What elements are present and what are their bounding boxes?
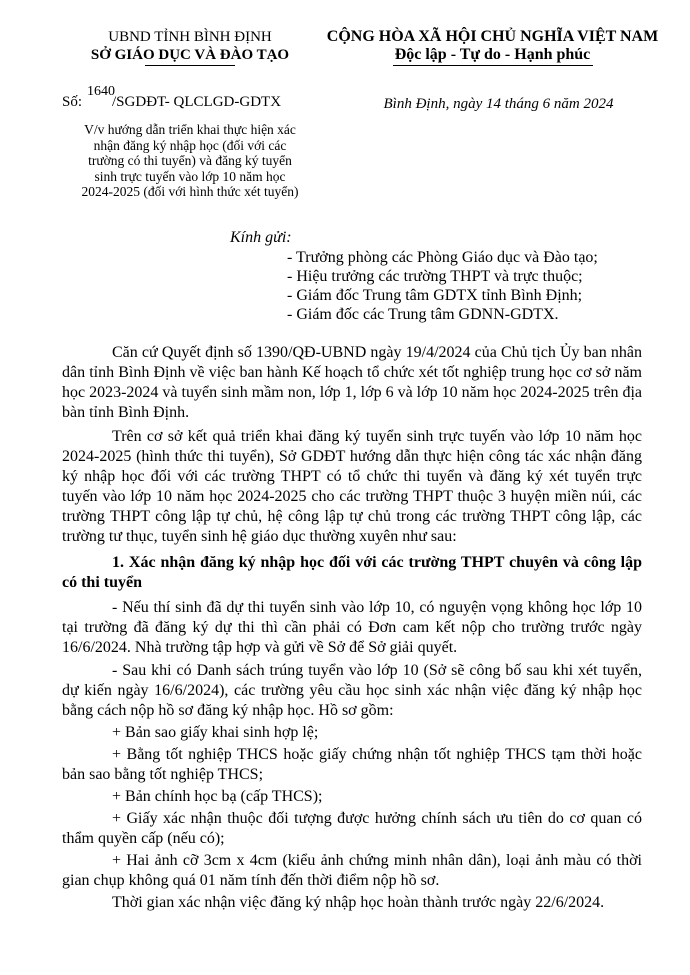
recipient-item: - Giám đốc Trung tâm GDTX tỉnh Bình Định; bbox=[287, 287, 583, 304]
document-number-line bbox=[62, 94, 281, 111]
list-item: + Bằng tốt nghiệp THCS hoặc giấy chứng nhận tốt nghiệp THCS tạm thời hoặc bản sao bằng tốt nghiệp THCS; bbox=[62, 746, 642, 783]
subject-summary bbox=[70, 122, 310, 200]
recipients-heading: Kính gửi: bbox=[230, 229, 292, 246]
body-paragraph: Trên cơ sở kết quả triển khai đăng ký tuyển sinh trực tuyến vào lớp 10 năm học 2024-2025 (hình thức thi tuyển), Sở GDĐT hướng dẫn thực hiện công tác xác nhận đăng ký nhập học đối với các trường THPT có tổ chức thi tuyển và đăng ký xét tuyển trực tuyến vào lớp 10 năm học 2024-2025 cho các trường THPT thuộc 3 huyện miền núi, các trường THPT công lập tự chủ, hệ công lập tự chủ trong các trường THPT công lập, các trường tư thục, tuyển sinh hệ giáo dục thường xuyên như sau: bbox=[62, 428, 642, 545]
list-item: + Bản chính học bạ (cấp THCS); bbox=[112, 788, 323, 805]
country-name: CỘNG HÒA XÃ HỘI CHỦ NGHĨA VIỆT NAM bbox=[326, 28, 659, 45]
body-paragraph: - Sau khi có Danh sách trúng tuyển vào lớp 10 (Sở sẽ công bố sau khi xét tuyển, dự kiến ngày 16/6/2024), các trường yêu cầu học sinh xác nhận việc đăng ký nhập học bằng cách nộp hồ sơ đăng ký nhập học. Hồ sơ gồm: bbox=[62, 662, 642, 719]
body-paragraph: - Nếu thí sinh đã dự thi tuyển sinh vào lớp 10, có nguyện vọng không học lớp 10 tại trường đã đăng ký dự thi thì cần phải có Đơn cam kết nộp cho trường trước ngày 16/6/2024. Nhà trường tập hợp và gửi về Sở để Sở giải quyết. bbox=[62, 599, 642, 656]
recipient-item: - Giám đốc các Trung tâm GDNN-GDTX. bbox=[287, 306, 559, 323]
document-number-suffix: /SGDĐT- QLCLGD-GDTX bbox=[112, 94, 282, 110]
subject-line: 2024-2025 (đối với hình thức xét tuyển) bbox=[81, 184, 299, 199]
subject-line: V/v hướng dẫn triển khai thực hiện xác bbox=[84, 122, 296, 137]
list-item: + Bản sao giấy khai sinh hợp lệ; bbox=[112, 724, 319, 741]
document-number-prefix: Số: bbox=[62, 94, 83, 110]
body-paragraph: Căn cứ Quyết định số 1390/QĐ-UBND ngày 19/4/2024 của Chủ tịch Ủy ban nhân dân tỉnh Bình Định về việc ban hành Kế hoạch tổ chức xét tốt nghiệp trung học cơ sở năm học 2023-2024 và tuyển sinh mầm non, lớp 1, lớp 6 và lớp 10 năm học 2024-2025 trên địa bàn tỉnh Bình Định. bbox=[62, 344, 642, 421]
document-number-handwritten: 1640 bbox=[87, 84, 115, 99]
list-item: + Hai ảnh cỡ 3cm x 4cm (kiểu ảnh chứng minh nhân dân), loại ảnh màu có thời gian chụp không quá 01 năm tính đến thời điểm nộp hồ sơ. bbox=[62, 852, 642, 889]
recipient-item: - Trưởng phòng các Phòng Giáo dục và Đào tạo; bbox=[287, 249, 598, 266]
subject-line: nhận đăng ký nhập học (đối với các bbox=[93, 137, 287, 153]
motto-underline bbox=[393, 65, 593, 66]
section-heading: 1. Xác nhận đăng ký nhập học đối với các trường THPT chuyên và công lập có thi tuyển bbox=[62, 554, 642, 591]
body-paragraph: Thời gian xác nhận việc đăng ký nhập học hoàn thành trước ngày 22/6/2024. bbox=[112, 894, 605, 911]
subject-line: trường có thi tuyển) và đăng ký tuyển bbox=[88, 153, 292, 168]
issuing-agency-block bbox=[70, 28, 310, 66]
list-item: + Giấy xác nhận thuộc đối tượng được hưởng chính sách ưu tiên do cơ quan có thẩm quyền cấp (nếu có); bbox=[62, 810, 642, 847]
agency-name: SỞ GIÁO DỤC VÀ ĐÀO TẠO bbox=[90, 47, 290, 63]
agency-parent-name: UBND TỈNH BÌNH ĐỊNH bbox=[108, 29, 272, 45]
recipient-item: - Hiệu trưởng các trường THPT và trực thuộc; bbox=[287, 268, 583, 285]
document-date: Bình Định, ngày 14 tháng 6 năm 2024 bbox=[383, 96, 614, 112]
national-motto-block bbox=[315, 28, 670, 66]
national-motto: Độc lập - Tự do - Hạnh phúc bbox=[394, 46, 591, 63]
agency-underline bbox=[145, 65, 235, 66]
subject-line: sinh trực tuyến vào lớp 10 năm học bbox=[94, 168, 286, 184]
